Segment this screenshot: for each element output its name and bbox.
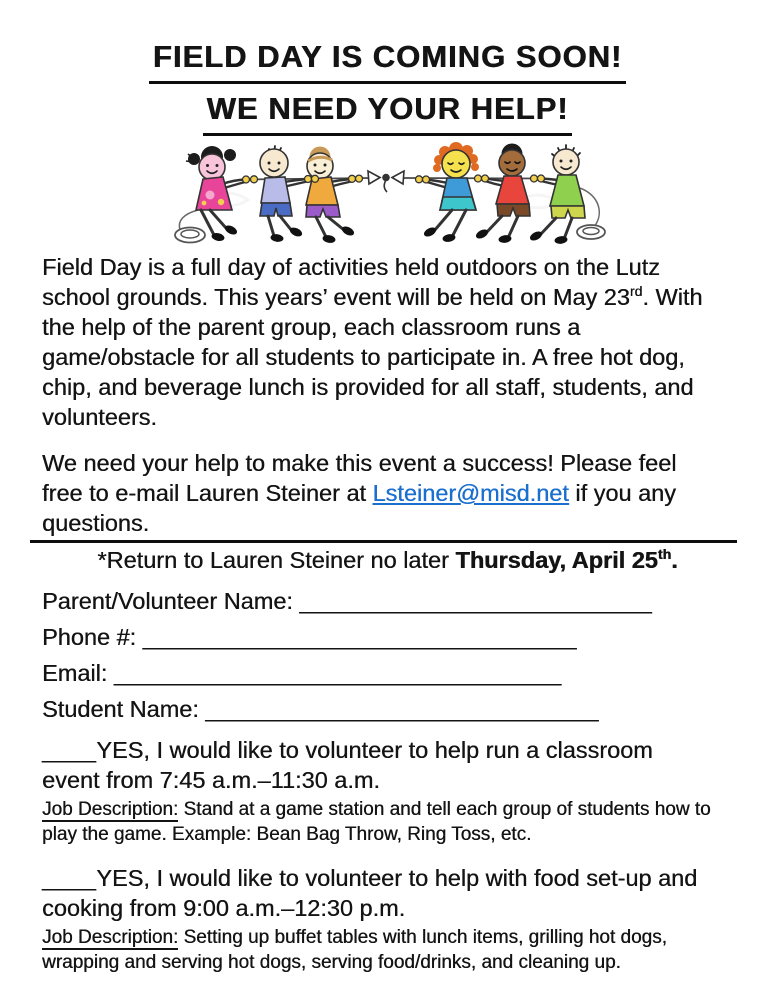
illustration-container	[0, 140, 775, 248]
form-row-parent-name	[42, 583, 775, 619]
form-row-phone	[42, 619, 775, 655]
contact-line-1: We need your help to make this event a success! Please feel	[42, 450, 677, 476]
tug-of-war-illustration	[168, 140, 608, 247]
option2-job-line-1: Job Description: Setting up buffet tables with lunch items, grilling hot dogs,	[42, 927, 667, 948]
parent-name-label: Parent/Volunteer Name:	[42, 588, 300, 614]
option1-job-line-2: play the game. Example: Bean Bag Throw, Ring Toss, etc.	[42, 824, 532, 845]
title-line-1: FIELD DAY IS COMING SOON!	[149, 34, 626, 84]
job-description-label: Job Description:	[42, 799, 179, 820]
option2-job-description	[42, 925, 745, 975]
phone-label: Phone #:	[42, 624, 143, 650]
intro-paragraph	[42, 252, 741, 432]
email-label: Email:	[42, 660, 114, 686]
intro-line-5: chip, and beverage lunch is provided for all staff, students, and	[42, 374, 694, 400]
option2-checkbox-blank: ____	[42, 865, 97, 891]
email-blank: _________________________________	[113, 660, 562, 686]
volunteer-form	[42, 583, 775, 727]
form-row-email	[42, 655, 775, 691]
option1-job-description	[42, 797, 745, 847]
kid-boy-lavender	[260, 146, 307, 243]
kid-boy-orange-shirt	[306, 147, 356, 244]
title-line-2: WE NEED YOUR HELP!	[203, 86, 573, 136]
kid-curly-hair-teal	[422, 142, 479, 243]
divider-line	[30, 540, 737, 543]
date-superscript-rd: rd	[629, 283, 643, 300]
contact-line-2: free to e-mail Lauren Steiner at Lsteiner@misd.net if you any	[42, 480, 676, 506]
phone-blank: ________________________________	[142, 624, 577, 650]
rope-bow	[368, 171, 404, 192]
job-description-label: Job Description:	[42, 927, 179, 948]
intro-line-3: the help of the parent group, each classroom runs a	[42, 314, 581, 340]
form-row-student-name	[42, 691, 775, 727]
intro-line-2: school grounds. This years’ event will be held on May 23rd. With	[42, 283, 703, 310]
return-note: *Return to Lauren Steiner no later Thursday, April 25th.	[97, 546, 678, 573]
return-deadline: Thursday, April 25th.	[455, 546, 678, 573]
contact-paragraph	[42, 448, 741, 538]
email-link[interactable]: Lsteiner@misd.net	[372, 480, 569, 506]
option2-line-1: ____YES, I would like to volunteer to help with food set-up and	[42, 865, 698, 891]
intro-line-1: Field Day is a full day of activities held outdoors on the Lutz	[42, 254, 660, 280]
parent-name-blank: __________________________	[299, 588, 653, 614]
option1-line-2: event from 7:45 a.m.–11:30 a.m.	[42, 767, 380, 793]
option1-job-line-1: Job Description: Stand at a game station and tell each group of students how to	[42, 799, 711, 820]
volunteer-option-classroom	[42, 735, 745, 847]
volunteer-option-food	[42, 863, 745, 975]
option2-job-line-2: wrapping and serving hot dogs, serving food/drinks, and cleaning up.	[42, 952, 621, 973]
intro-line-6: volunteers.	[42, 404, 157, 430]
date-superscript-th: th	[657, 546, 672, 563]
student-name-label: Student Name:	[42, 696, 206, 722]
kid-red-shirt	[474, 144, 530, 244]
option2-line-2: cooking from 9:00 a.m.–12:30 p.m.	[42, 895, 406, 921]
intro-line-4: game/obstacle for all students to participate in. A free hot dog,	[42, 344, 685, 370]
student-name-blank: _____________________________	[205, 696, 599, 722]
option1-line-1: ____YES, I would like to volunteer to help run a classroom	[42, 737, 653, 763]
contact-line-3: questions.	[42, 510, 150, 536]
page-title	[0, 34, 775, 138]
option1-checkbox-blank: ____	[42, 737, 97, 763]
